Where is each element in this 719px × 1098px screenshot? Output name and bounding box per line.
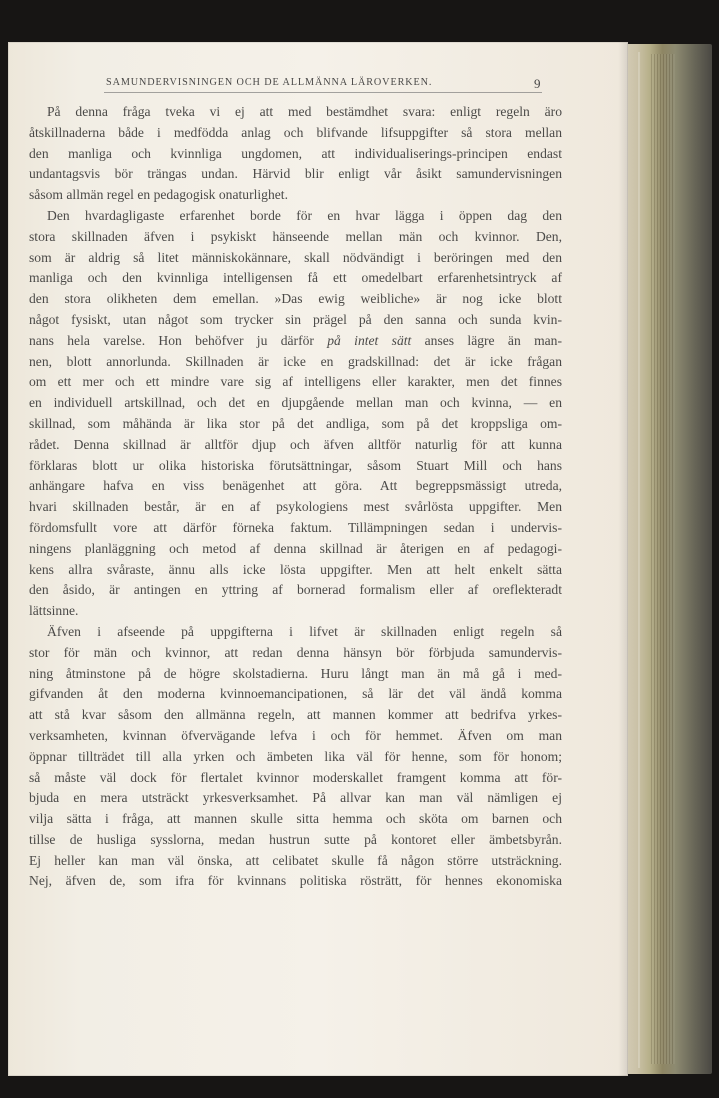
text-line: bjuda en mera utsträckt yrkesverksamhet. På allvar kan man väl nämligen ej [29, 790, 562, 806]
text-line: att stå kvar såsom den allmänna regeln, att mannen kommer att bedrifva yrkes- [29, 707, 562, 723]
page-number: 9 [534, 76, 541, 91]
text-line: manliga och den kvinnliga intelligensen få ett omedelbart erfarenhetsintryck af [29, 270, 562, 286]
text-line: verksamheten, kvinnan öfvervägande lefva i och för hemmet. Äfven om man [29, 727, 562, 743]
text-line: nen, blott annorlunda. Skillnaden är icke en gradskillnad: det är icke frågan [29, 353, 562, 369]
text-line: den stora olikheten dem emellan. »Das ewig weibliche» är nog icke blott [29, 291, 562, 307]
paragraph-2 [29, 206, 562, 622]
text-line: stora skillnaden äfven i psykiskt hänseende mellan män och kvinnor. Den, [29, 228, 562, 244]
text-line: vilja sätta i fråga, att mannen skulle sitta hemma och sköta om barnen och [29, 811, 562, 827]
text-line: åtskillnaderna både i medfödda anlag och blifvande lifsuppgifter så stora mellan [29, 124, 562, 140]
paragraph-1 [29, 102, 562, 206]
text-line: kens allra svåraste, ännu alls icke lösta uppgifter. Men att helt enkelt sätta [29, 561, 562, 577]
text-line: ningens planläggning och metod af denna skillnad är återigen en af pedagogi- [29, 540, 562, 556]
text-fragment: anses lägre än man- [411, 332, 562, 348]
text-line: ning åtminstone på de högre skolstadierna. Huru långt man än må gå i med- [29, 665, 562, 681]
text-line: den manliga och kvinnliga ungdomen, att individualiserings-principen endast [29, 145, 562, 161]
text-line: förklaras blott ur olika historiska förutsättningar, såsom Stuart Mill och hans [29, 457, 562, 473]
text-line: såsom allmän regel en pedagogisk onaturlighet. [29, 187, 288, 203]
text-line: stor för män och kvinnor, att redan denna hänsyn bör förbjuda samundervis- [29, 644, 562, 660]
text-line: tillse de husliga sysslorna, medan hustrun sutte på kontoret eller ämbetsbyrån. [29, 831, 562, 847]
text-line: något fysiskt, utan något som trycker sin prägel på den sanna och sunda kvin- [29, 311, 562, 327]
text-line: hvari skillnaden består, är en af psykologiens mest svårlösta uppgifter. Men [29, 499, 562, 515]
text-line: rådet. Denna skillnad är alltför djup och äfven alltför naturlig för att kunna [29, 436, 562, 452]
text-line: Den hvardagligaste erfarenhet borde för en hvar lägga i öppen dag den [47, 207, 562, 223]
book-page-edges [620, 44, 712, 1074]
text-line: om ett mer och ett mindre vare sig af intelligens eller karakter, men det finnes [29, 374, 562, 390]
text-line: fördomsfullt vore att därför förneka faktum. Tillämpningen sedan i undervis- [29, 519, 562, 535]
text-line: lättsinne. [29, 603, 79, 619]
text-line: anhängare hafva en viss benägenhet att göra. Att begreppsmässigt utreda, [29, 478, 562, 494]
text-line: Äfven i afseende på uppgifterna i lifvet är skillnaden enligt regeln så [47, 623, 562, 639]
text-line: På denna fråga tveka vi ej att med bestämdhet svara: enligt regeln äro [47, 104, 562, 119]
text-line: skillnad, som måhända är lika stor på det andliga, som på det kroppsliga om- [29, 415, 562, 431]
body-text [29, 102, 562, 892]
text-line: Nej, äfven de, som ifra för kvinnans politiska rösträtt, för hennes ekonomiska [29, 873, 562, 889]
running-header: SAMUNDERVISNINGEN OCH DE ALLMÄNNA LÄROVERKEN. [106, 77, 433, 88]
text-line: en individuell artskillnad, och det en djupgående mellan man och kvinna, — en [29, 395, 562, 411]
text-line: så måste väl dock för flertalet kvinnor moderskallet framgent komma att för- [29, 769, 562, 785]
header-rule [104, 92, 542, 93]
text-line: den åsido, är antingen en yttring af bornerad formalism eller af oreflekteradt [29, 582, 562, 598]
text-line: som är aldrig så litet människokännare, skall nödvändigt i beröringen med den [29, 249, 562, 265]
text-fragment: nans hela varelse. Hon behöfver ju därför [29, 332, 328, 348]
text-line: öppnar tillträdet till alla yrken och ämbeten lika väl för henne, som för honom; [29, 748, 562, 764]
text-line: Ej heller kan man väl önska, att celibatet skulle få någon större utsträckning. [29, 852, 562, 868]
paragraph-3 [29, 622, 562, 892]
text-line: gifvanden åt den moderna kvinnoemancipationen, så lär det väl ändå komma [29, 686, 562, 702]
italic-phrase: på intet sätt [327, 332, 412, 348]
text-line: undantagsvis bör trängas undan. Härvid blir enligt vår åsikt samundervisningen [29, 166, 562, 182]
text-line-with-italic [29, 331, 562, 352]
